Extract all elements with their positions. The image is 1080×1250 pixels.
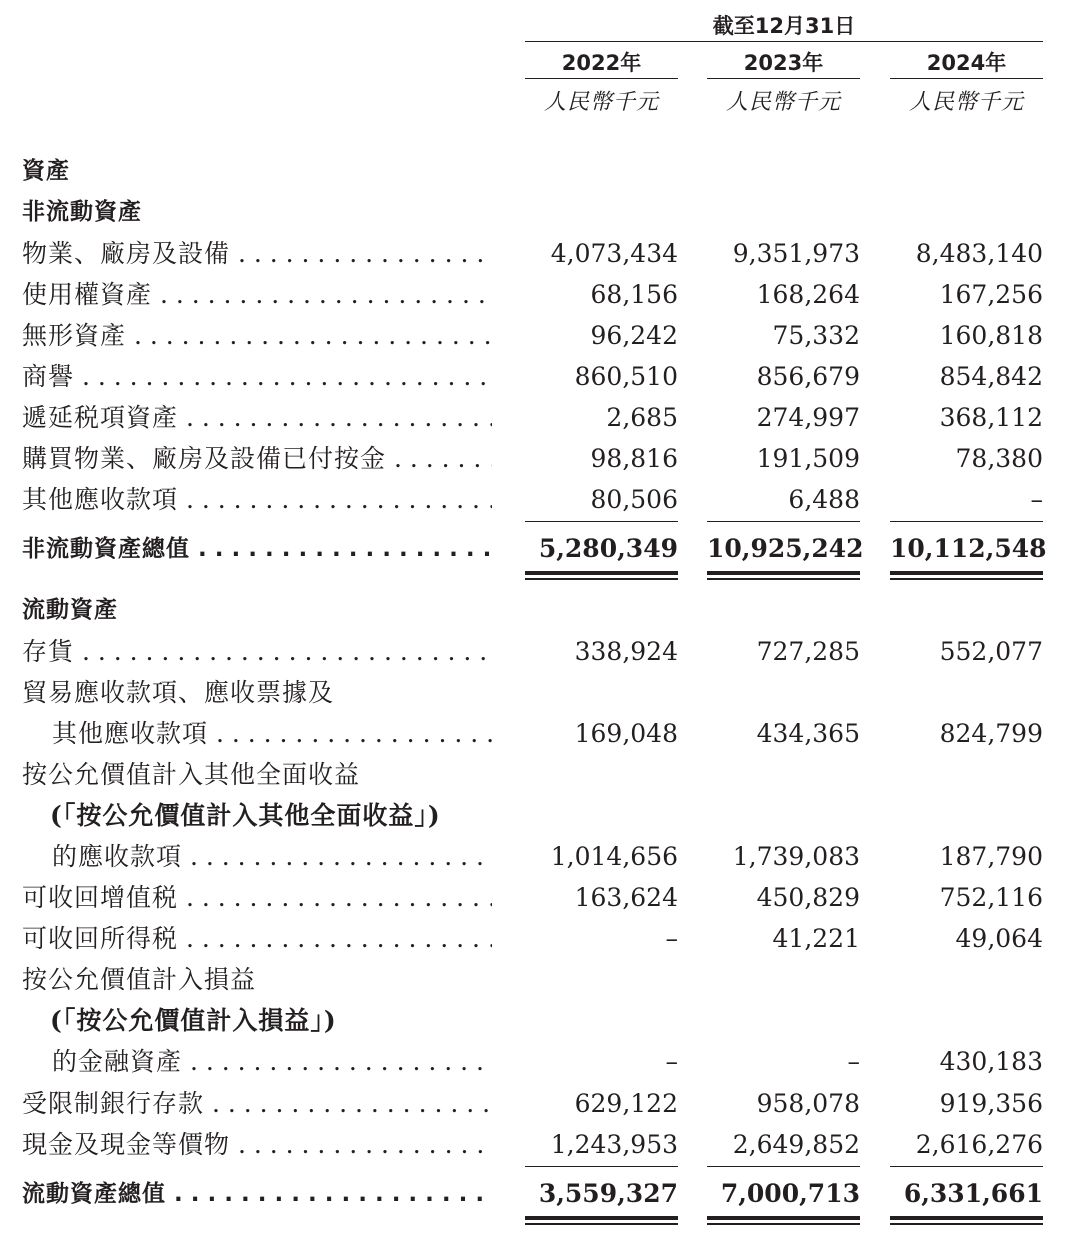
value-2022: 98,816 [590, 444, 678, 473]
row-label: 物業、廠房及設備 . . . [22, 234, 492, 274]
value-2023: 168,264 [756, 280, 860, 309]
table-row [22, 632, 1043, 672]
row-label: 的金融資產 . . . [52, 1042, 492, 1082]
value-2024: 824,799 [939, 719, 1043, 748]
subtotal-rule [525, 521, 678, 522]
value-2023: 2,649,852 [732, 1130, 860, 1159]
row-label: 貿易應收款項、應收票據及 [22, 678, 335, 707]
row-label: 受限制銀行存款 . . . [22, 1084, 492, 1124]
value-2024: 49,064 [955, 924, 1043, 953]
table-row [22, 919, 1043, 959]
table-row [22, 234, 1043, 274]
value-2024: 430,183 [939, 1047, 1043, 1076]
column-unit: 人民幣千元 [543, 90, 659, 115]
row-label: 其他應收款項 . . . [22, 480, 492, 520]
column-year: 2023年 [743, 51, 824, 75]
column-2024 [890, 48, 1043, 116]
value-2022: 860,510 [574, 362, 678, 391]
column-rule [890, 78, 1043, 79]
row-label: 的應收款項 . . . [52, 837, 492, 877]
value-2022: 1,243,953 [550, 1130, 678, 1159]
value-2022: 3,559,327 [538, 1179, 678, 1208]
value-2024: 2,616,276 [915, 1130, 1043, 1159]
value-2024: 752,116 [939, 883, 1043, 912]
row-label: 可收回增值税 . . . [22, 878, 492, 918]
subtotal-rule [707, 1166, 860, 1167]
table-row [22, 714, 1043, 754]
value-2022: 4,073,434 [550, 239, 678, 268]
value-2024: 552,077 [939, 637, 1043, 666]
table-row [22, 357, 1043, 397]
row-label: 使用權資產 . . . [22, 275, 492, 315]
table-row-label-line [22, 960, 1043, 1000]
row-label: 存貨 . . . [22, 632, 492, 672]
table-row [22, 316, 1043, 356]
value-2023: 41,221 [772, 924, 860, 953]
value-2023: 727,285 [756, 637, 860, 666]
value-2023: 434,365 [756, 719, 860, 748]
value-2024: 160,818 [939, 321, 1043, 350]
value-2024: 187,790 [939, 842, 1043, 871]
value-2022: 80,506 [590, 485, 678, 514]
column-unit: 人民幣千元 [908, 90, 1024, 115]
value-2022: – [665, 1047, 678, 1076]
subtotal-rule [525, 1166, 678, 1167]
row-label: 流動資產總值 . . . [22, 1174, 492, 1214]
row-label: 購買物業、廠房及設備已付按金 . . . [22, 439, 492, 479]
value-2022: 5,280,349 [538, 534, 678, 563]
column-rule [525, 78, 678, 79]
table-row-label-line [22, 1001, 1043, 1041]
value-2023: 6,488 [788, 485, 860, 514]
total-double-rule [525, 1216, 678, 1224]
table-row [22, 1084, 1043, 1124]
value-2022: – [665, 924, 678, 953]
row-label: 按公允價值計入損益 [22, 965, 257, 994]
table-row [22, 398, 1043, 438]
total-double-rule [707, 1216, 860, 1224]
section-heading-current: 流動資產 [22, 597, 118, 623]
value-2024: 8,483,140 [915, 239, 1043, 268]
row-label: 按公允價值計入其他全面收益 [22, 760, 361, 789]
value-2022: 169,048 [574, 719, 678, 748]
row-label: 遞延税項資產 . . . [22, 398, 492, 438]
value-2023: 856,679 [756, 362, 860, 391]
value-2022: 163,624 [574, 883, 678, 912]
row-label: 其他應收款項 . . . [52, 714, 492, 754]
value-2023: 7,000,713 [720, 1179, 860, 1208]
total-double-rule [707, 571, 860, 579]
table-row [22, 878, 1043, 918]
value-2024: 919,356 [939, 1089, 1043, 1118]
total-row-non-current [22, 529, 1047, 569]
column-2022 [525, 48, 678, 116]
value-2023: 10,925,242 [707, 534, 864, 563]
value-2023: 274,997 [756, 403, 860, 432]
column-2023 [707, 48, 860, 116]
value-2024: 78,380 [955, 444, 1043, 473]
row-label: (「按公允價值計入損益」) [50, 1006, 337, 1035]
total-double-rule [890, 571, 1043, 579]
value-2022: 96,242 [590, 321, 678, 350]
value-2024: 6,331,661 [903, 1179, 1043, 1208]
table-row-label-line [22, 796, 1043, 836]
value-2022: 68,156 [590, 280, 678, 309]
table-row-label-line [22, 673, 1043, 713]
row-label: 非流動資產總值 . . . [22, 529, 492, 569]
subtotal-rule [890, 521, 1043, 522]
table-row [22, 837, 1043, 877]
value-2022: 1,014,656 [550, 842, 678, 871]
column-rule [707, 78, 860, 79]
column-unit: 人民幣千元 [725, 90, 841, 115]
row-label: 商譽 . . . [22, 357, 492, 397]
row-label: 無形資產 . . . [22, 316, 492, 356]
value-2023: 75,332 [772, 321, 860, 350]
table-row [22, 1042, 1043, 1082]
subtotal-rule [890, 1166, 1043, 1167]
value-2024: 10,112,548 [890, 534, 1047, 563]
total-double-rule [525, 571, 678, 579]
period-rule [525, 41, 1043, 42]
value-2024: 854,842 [939, 362, 1043, 391]
column-year: 2024年 [926, 51, 1007, 75]
value-2023: 958,078 [756, 1089, 860, 1118]
value-2023: – [847, 1047, 860, 1076]
value-2023: 191,509 [756, 444, 860, 473]
value-2024: 368,112 [939, 403, 1043, 432]
table-row [22, 1125, 1043, 1165]
table-row [22, 480, 1043, 520]
value-2022: 629,122 [574, 1089, 678, 1118]
value-2023: 450,829 [756, 883, 860, 912]
value-2022: 2,685 [606, 403, 678, 432]
value-2024: – [1030, 485, 1043, 514]
period-heading: 截至12月31日 [712, 14, 856, 38]
total-double-rule [890, 1216, 1043, 1224]
column-year: 2022年 [561, 51, 642, 75]
total-row-current [22, 1174, 1043, 1214]
section-heading-assets: 資產 [22, 158, 70, 184]
table-row-label-line [22, 755, 1043, 795]
table-row [22, 439, 1043, 479]
value-2022: 338,924 [574, 637, 678, 666]
subtotal-rule [707, 521, 860, 522]
row-label: (「按公允價值計入其他全面收益」) [50, 801, 441, 830]
value-2024: 167,256 [939, 280, 1043, 309]
row-label: 可收回所得税 . . . [22, 919, 492, 959]
value-2023: 1,739,083 [732, 842, 860, 871]
table-row [22, 275, 1043, 315]
row-label: 現金及現金等價物 . . . [22, 1125, 492, 1165]
value-2023: 9,351,973 [732, 239, 860, 268]
section-heading-non-current: 非流動資產 [22, 199, 142, 225]
